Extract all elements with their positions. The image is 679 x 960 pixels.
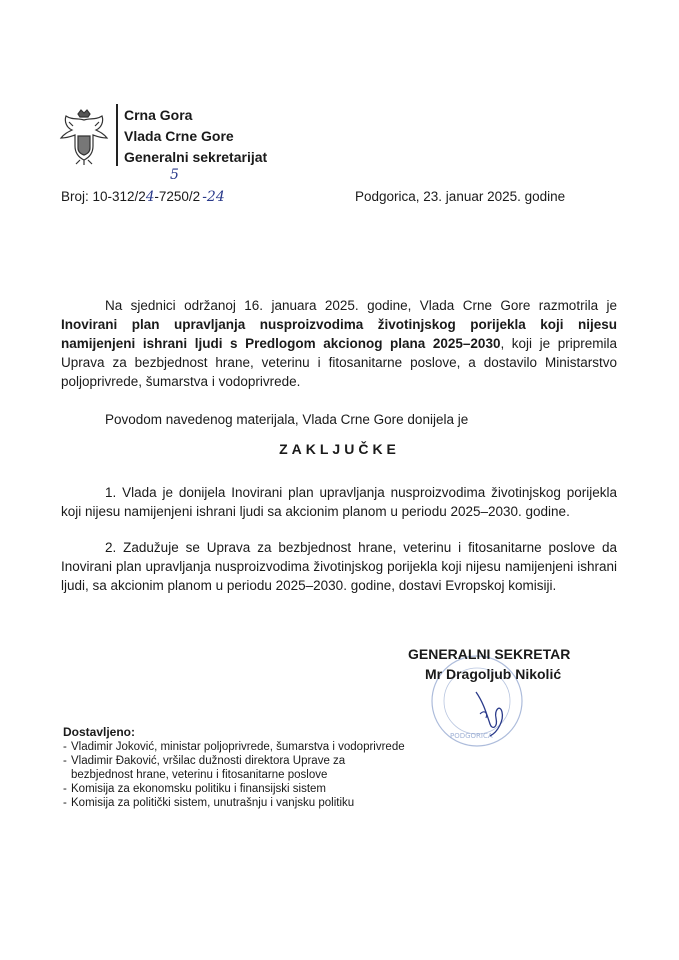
paragraph-1-part2: , koji je pripremila Uprava za bezbjednost hrane, veterinu i fitosanitarne poslove, a dostavilo Ministarstvo poljoprivrede, šumarstva i vodoprivrede. [61, 336, 617, 389]
header-block [124, 105, 267, 168]
reference-middle: -7250/2 [154, 189, 201, 204]
stamp-text: PODGORICA [450, 732, 493, 740]
coat-of-arms-icon [58, 108, 110, 166]
header-divider [116, 104, 118, 166]
delivery-item: - Komisija za politički sistem, unutrašnju i vanjsku politiku [63, 796, 405, 810]
signature-block [408, 644, 570, 684]
delivery-item-continuation: bezbjednost hrane, veterinu i fitosanitarne poslove [71, 769, 328, 781]
delivery-list [63, 725, 405, 810]
signature-title: GENERALNI SEKRETAR [408, 646, 571, 662]
signature-name: Mr Dragoljub Nikolić [425, 666, 562, 682]
reference-number [61, 167, 225, 205]
reference-prefix: Broj: 10-312/2 [61, 189, 146, 204]
conclusion-1: 1. Vlada je donijela Inovirani plan upravljanja nusproizvodima životinjskog porijekla koji nijesu namijenjeni ishrani ljudi sa akcionim planom u periodu 2025–2030. godine. [61, 485, 617, 519]
delivery-item: - Komisija za ekonomsku politiku i finansijski sistem [63, 782, 405, 796]
header-country: Crna Gora [124, 107, 193, 123]
delivery-item: - Vladimir Đaković, vršilac dužnosti direktora Uprave za [63, 754, 405, 768]
document-date: Podgorica, 23. januar 2025. godine [355, 189, 566, 204]
conclusion-2: 2. Zadužuje se Uprava za bezbjednost hrane, veterinu i fitosanitarne poslove da Inovirani plan upravljanja nusproizvodima životinjskog porijekla koji nijesu namijenjeni ishrani ljudi, sa akcionim planom u periodu 2025–2030. godine, dostavi Evropskoj komisiji. [61, 540, 617, 593]
reference-handwritten-digit: 4 [145, 189, 155, 205]
reference-handwritten-above: 5 [170, 167, 179, 183]
paragraph-1-bold: Inovirani plan upravljanja nusproizvodima životinjskog porijekla koji nijesu namijenjeni ishrani ljudi s Predlogom akcionog plana 2025–2030 [61, 317, 617, 351]
paragraph-1 [61, 296, 617, 391]
paragraph-2: Povodom navedenog materijala, Vlada Crne Gore donijela je [105, 412, 469, 427]
reference-handwritten-suffix: -24 [202, 189, 225, 205]
header-government: Vlada Crne Gore [124, 128, 234, 144]
delivery-item: - Vladimir Joković, ministar poljoprivrede, šumarstva i vodoprivrede [63, 740, 405, 754]
header-secretariat: Generalni sekretarijat [124, 149, 268, 165]
conclusions-title: ZAKLJUČKE [279, 441, 400, 457]
delivery-heading: Dostavljeno: [63, 725, 136, 739]
paragraph-1-part1: Na sjednici održanoj 16. januara 2025. godine, Vlada Crne Gore razmotrila je [105, 298, 617, 313]
